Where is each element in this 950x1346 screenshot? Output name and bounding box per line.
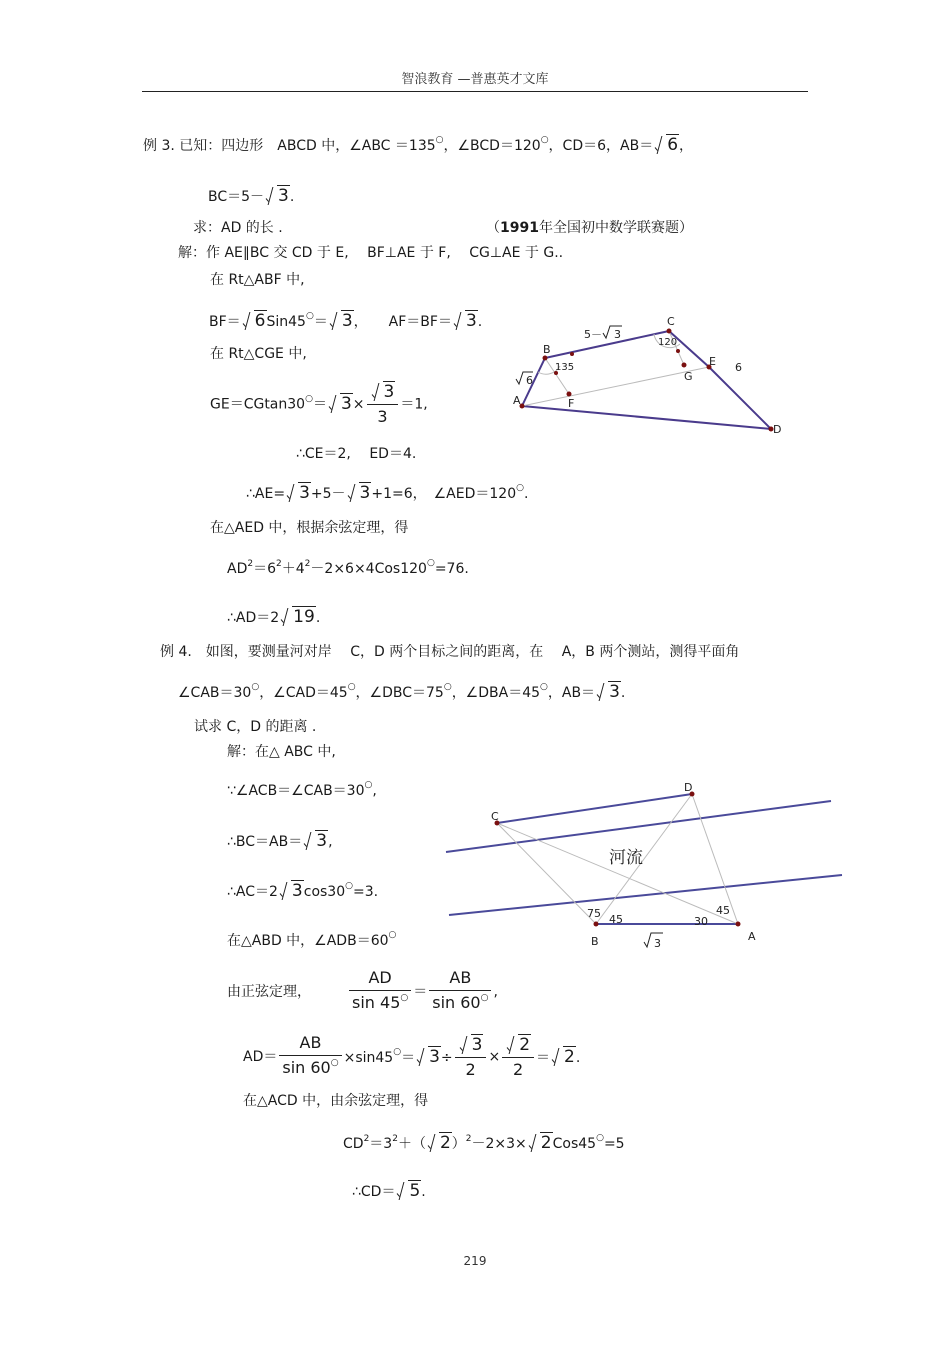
ex3-text: ，∠BCD＝120 bbox=[443, 138, 541, 154]
label-A: A bbox=[513, 394, 521, 407]
degree-mark: ○ bbox=[435, 135, 444, 145]
label-E: E bbox=[709, 355, 716, 368]
ex4-ask: 试求 C，D 的距离 . bbox=[194, 719, 317, 735]
label-G: G bbox=[684, 370, 693, 383]
ex4-cosine-law: 在△ACD 中，由余弦定理，得 bbox=[243, 1093, 429, 1109]
ex3-text: BC＝5－ bbox=[208, 189, 265, 205]
page-number: 219 bbox=[463, 1254, 487, 1268]
ex3-ce: ∴CE＝2, ED＝4. bbox=[296, 446, 417, 462]
ex3-text: 例 3. 已知：四边形 ABCD 中，∠ABC ＝135 bbox=[143, 138, 436, 154]
ex4-step2: ∴BC＝AB＝ 3, bbox=[227, 831, 333, 851]
quadrilateral-figure bbox=[500, 312, 800, 442]
ex4-step1: ∵∠ACB＝∠CAB＝30○, bbox=[227, 780, 377, 799]
ex3-ae: ∴AE= 3+5－ 3+1=6， ∠AED＝120○. bbox=[246, 483, 529, 503]
sqrt: 6 bbox=[655, 135, 679, 155]
angle-C: 120 bbox=[658, 337, 678, 348]
label-B: B bbox=[591, 935, 599, 948]
ex3-result: ∴AD＝2 19. bbox=[227, 607, 321, 627]
label-D: D bbox=[773, 423, 782, 436]
label-A: A bbox=[748, 930, 756, 943]
ex3-ask: 求：AD 的长 . bbox=[193, 220, 283, 236]
label-C: C bbox=[491, 810, 499, 823]
ex3-bf: BF＝ 6Sin45○＝ 3， AF＝BF＝ 3. bbox=[209, 311, 483, 331]
page-header: 智浪教育 —普惠英才文库 bbox=[401, 72, 549, 87]
ex3-solution: 解：作 AE∥BC 交 CD 于 E, BF⊥AE 于 F, CG⊥AE 于 G.. bbox=[178, 245, 564, 261]
ex4-line2: ∠CAB＝30○，∠CAD＝45○，∠DBC＝75○，∠DBA＝45○，AB＝ 3. bbox=[178, 682, 626, 702]
angle-30: 30 bbox=[694, 915, 708, 928]
ex4-line1: 例 4. 如图，要测量河对岸 C，D 两个目标之间的距离，在 A，B 两个测站，测得平面角 bbox=[160, 644, 740, 660]
ex3-text: ， bbox=[679, 138, 694, 154]
label-C: C bbox=[667, 315, 675, 328]
ex4-ad-calc: AD＝ $\frac{AB}{\sin 60^○}$ ×sin45○＝ 3÷ $\frac{3}{2}$ × $\frac{2}{2}$ ＝ 2. bbox=[243, 1033, 581, 1079]
angle-45-a: 45 bbox=[716, 904, 730, 917]
label-D: D bbox=[684, 781, 693, 794]
ex3-ad-squared: $AD^2=6^2+4^2-2\times 6\times 4Cos120^○=76$. bbox=[227, 558, 469, 577]
ex3-rt2: 在 Rt△CGE 中, bbox=[210, 346, 307, 362]
side-ab-root: 6 bbox=[526, 374, 533, 387]
header-rule bbox=[142, 91, 808, 92]
ex3-rt1: 在 Rt△ABF 中, bbox=[210, 272, 305, 288]
ex3-line1 bbox=[143, 135, 693, 155]
ex4-result: ∴CD＝ 5. bbox=[352, 1181, 426, 1201]
ex3-text: . bbox=[289, 189, 295, 205]
side-bc: 5－ bbox=[584, 328, 602, 341]
side-bc-root: 3 bbox=[614, 328, 621, 341]
ex3-cosine-law: 在△AED 中，根据余弦定理，得 bbox=[210, 520, 409, 536]
ex3-text: ，CD＝6，AB＝ bbox=[548, 138, 654, 154]
river-label: 河流 bbox=[609, 848, 643, 868]
river-figure bbox=[440, 775, 850, 955]
side-ab-root: 3 bbox=[654, 937, 661, 950]
side-cd: 6 bbox=[735, 361, 742, 374]
ex4-cd-squared: $CD^2=3^2+$（ 2）$^2$－2×3× 2Cos45○=5 bbox=[343, 1133, 625, 1153]
label-B: B bbox=[543, 343, 551, 356]
sqrt: 3 bbox=[266, 186, 290, 206]
ex3-ge: GE＝CGtan30○＝ 3× $\frac{3}{3}$ ＝1, bbox=[210, 380, 428, 429]
label-F: F bbox=[568, 397, 575, 410]
degree-mark: ○ bbox=[540, 135, 549, 145]
ex3-line2 bbox=[208, 186, 294, 206]
angle-45-b: 45 bbox=[609, 913, 623, 926]
angle-75: 75 bbox=[587, 907, 601, 920]
ex3-source: （1991年全国初中数学联赛题） bbox=[486, 220, 693, 236]
ex4-step3: ∴AC＝2 3cos30○=3. bbox=[227, 881, 379, 901]
angle-B: 135 bbox=[555, 362, 575, 373]
fraction: $\frac{3}{3}$ bbox=[367, 380, 399, 429]
ex4-sine-law: 由正弦定理， $\frac{AD}{\sin 45^○}$ ＝ $\frac{AB}{\sin 60^○}$ , bbox=[227, 968, 498, 1012]
ex4-step4: 在△ABD 中，∠ADB＝60○ bbox=[227, 930, 397, 949]
ex4-solution: 解：在△ ABC 中, bbox=[227, 744, 336, 760]
